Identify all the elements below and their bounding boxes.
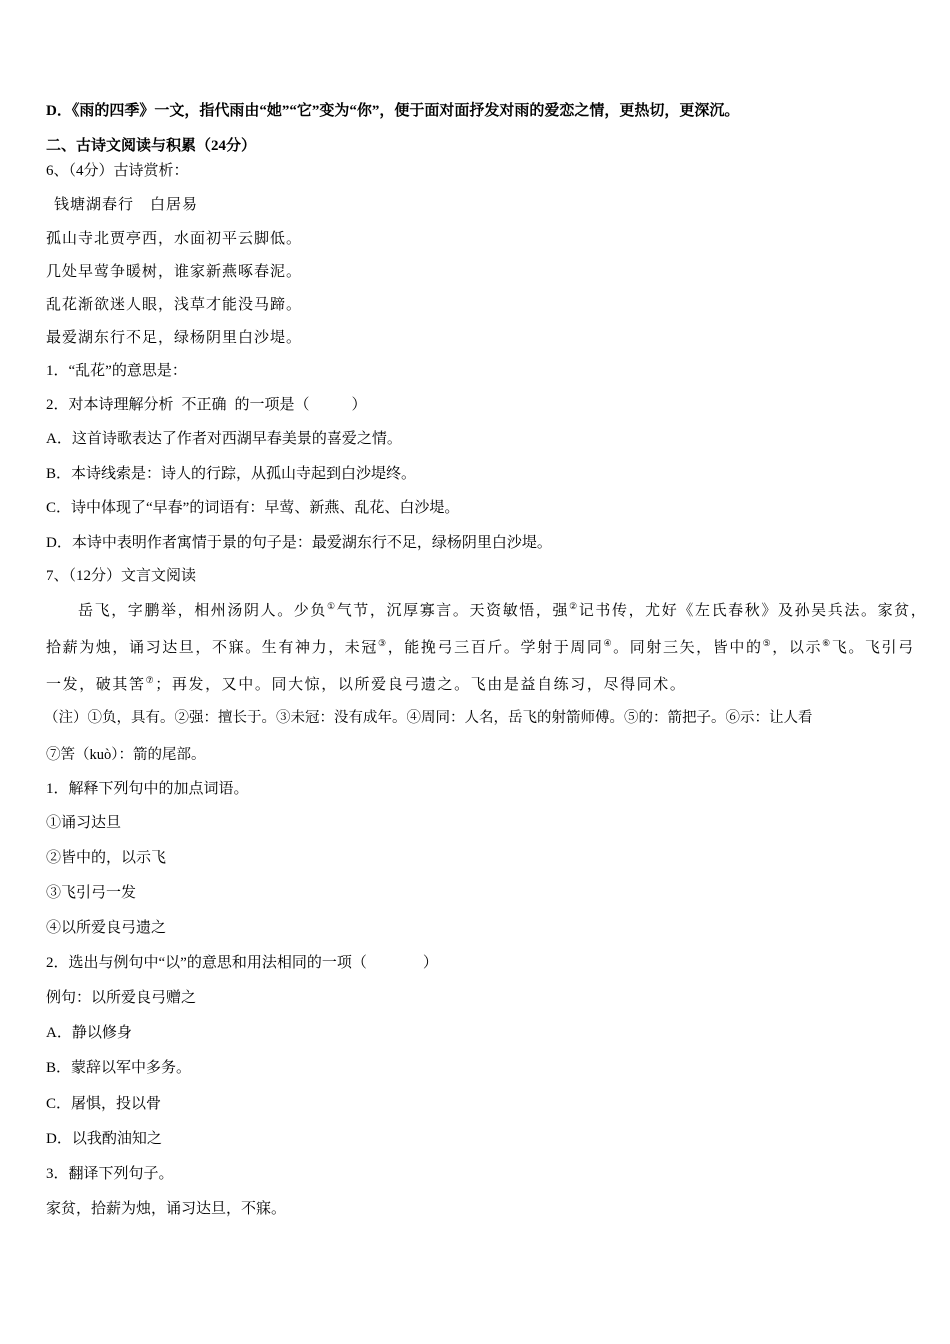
q7-sub2-title: 2．选出与例句中“以”的意思和用法相同的一项（ ） — [46, 955, 438, 971]
passage-line-1: 岳飞，字鹏举，相州汤阴人。少负①气节，沉厚寡言。天资敏悟，强②记书传，尤好《左氏春秋》及孙吴兵法。家贫， — [78, 601, 928, 619]
passage-line-2: 拾薪为烛，诵习达旦，不寐。生有神力，未冠③，能挽弓三百斤。学射于周同④。同射三矢，皆中的⑤，以示⑥飞。飞引弓 — [46, 638, 915, 656]
q6-sub2 — [46, 395, 367, 415]
q7-sub1-item-2: ②皆中的，以示飞 — [46, 850, 167, 866]
q7-sub3-title: 3．翻译下列句子。 — [46, 1166, 174, 1182]
poem-title-author: 钱塘湖春行 白居易 — [54, 195, 199, 213]
footnote-2: ② — [569, 602, 579, 612]
footnote-6: ⑥ — [822, 639, 832, 649]
q6-sub2-suffix: 的一项是（ — [234, 397, 310, 413]
q7-sub1-item-3: ③飞引弓一发 — [46, 885, 137, 901]
q6-option-c: C．诗中体现了“早春”的词语有：早莺、新燕、乱花、白沙堤。 — [46, 500, 460, 516]
q7-sub1-item-1: ①诵习达旦 — [46, 815, 122, 831]
q7-sub2-option-b: B．蒙辞以军中多务。 — [46, 1060, 192, 1076]
q7-sub1-item-4: ④以所爱良弓遗之 — [46, 920, 167, 936]
q6-sub2-emphasis: 不正确 — [181, 397, 227, 413]
footnote-1: ① — [327, 602, 337, 612]
q7-title: 7、（12分）文言文阅读 — [46, 568, 197, 584]
poem-line-2: 几处早莺争暖树，谁家新燕啄春泥。 — [46, 262, 303, 280]
footnote-7: ⑦ — [145, 676, 156, 686]
q7-sub1-title: 1．解释下列句中的加点词语。 — [46, 781, 249, 797]
prev-option-d: D．《雨的四季》一文，指代雨由“她”“它”变为“你”，便于面对面抒发对雨的爱恋之情，更热切，更深沉。 — [46, 103, 740, 119]
poem-line-4: 最爱湖东行不足，绿杨阴里白沙堤。 — [46, 328, 303, 346]
q6-sub2-prefix: 2．对本诗理解分析 — [46, 397, 174, 413]
footnote-4: ④ — [603, 639, 614, 649]
q6-sub1: 1．“乱花”的意思是： — [46, 363, 187, 379]
q6-option-d: D．本诗中表明作者寓情于景的句子是：最爱湖东行不足，绿杨阴里白沙堤。 — [46, 535, 552, 551]
q7-sub2-option-d: D．以我酌油知之 — [46, 1131, 162, 1147]
q7-sub3-sentence: 家贫，拾薪为烛，诵习达旦，不寐。 — [46, 1201, 287, 1217]
q7-sub2-example: 例句：以所爱良弓赠之 — [46, 990, 197, 1006]
footnote-3: ③ — [378, 639, 388, 649]
q6-sub2-close: ） — [351, 397, 367, 413]
q7-sub2-option-c: C．屠惧，投以骨 — [46, 1096, 162, 1112]
passage-line-3: 一发，破其筈⑦；再发，又中。同大惊，以所爱良弓遗之。飞由是益自练习，尽得同术。 — [46, 675, 687, 693]
poem-line-1: 孤山寺北贾亭西，水面初平云脚低。 — [46, 229, 303, 247]
q6-title: 6、（4分）古诗赏析： — [46, 163, 189, 179]
q6-option-a: A．这首诗歌表达了作者对西湖早春美景的喜爱之情。 — [46, 431, 402, 447]
q6-option-b: B．本诗线索是：诗人的行踪，从孤山寺起到白沙堤终。 — [46, 466, 417, 482]
section-heading: 二、古诗文阅读与积累（24分） — [46, 138, 257, 154]
notes-line-1: （注）①负，具有。②强：擅长于。③未冠：没有成年。④周同：人名，岳飞的射箭师傅。⑤的：箭把子。⑥示：让人看 — [44, 710, 813, 726]
footnote-5: ⑤ — [762, 639, 773, 649]
notes-line-2: ⑦筈（kuò）：箭的尾部。 — [46, 747, 206, 763]
q7-sub2-option-a: A．静以修身 — [46, 1025, 132, 1041]
poem-line-3: 乱花渐欲迷人眼，浅草才能没马蹄。 — [46, 295, 303, 313]
